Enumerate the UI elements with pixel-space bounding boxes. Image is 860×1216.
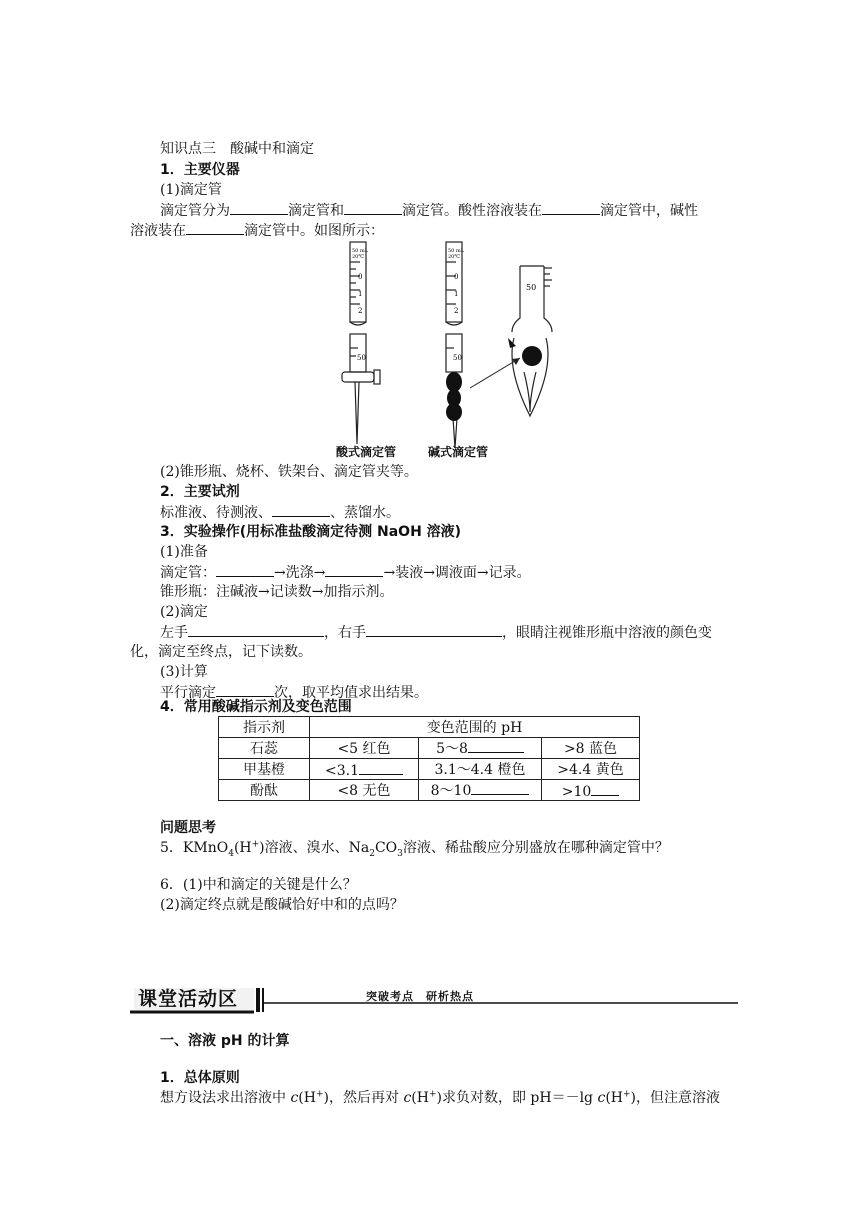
answer-blank[interactable] <box>186 220 244 235</box>
subsection-title: 问题思考 <box>160 820 216 836</box>
scale-label: 0 <box>358 273 363 281</box>
text-segment: 、蒸馏水。 <box>330 505 400 521</box>
subsection-title: 1．主要仪器 <box>160 162 240 178</box>
table-cell: <8 无色 <box>310 780 419 801</box>
italic-var: c <box>290 1090 299 1106</box>
text-segment: 滴定管中，碱性 <box>600 203 698 219</box>
table-row <box>219 759 640 780</box>
scale-label: 2 <box>358 307 363 315</box>
text-segment: (H <box>605 1090 623 1106</box>
scale-label: 50 <box>526 283 537 292</box>
figure-caption: 酸式滴定管 <box>336 445 397 459</box>
text-segment: →装液→调液面→记录。 <box>383 565 531 581</box>
answer-blank[interactable] <box>230 200 288 215</box>
section-heading: 一、溶液 pH 的计算 <box>160 1033 290 1049</box>
table-header: 变色范围的 pH <box>310 717 640 738</box>
text-line <box>160 562 531 583</box>
cell-text: >10 <box>561 783 592 800</box>
question-line: (2)滴定终点就是酸碱恰好中和的点吗？ <box>160 897 404 913</box>
text-segment: (H <box>411 1090 429 1106</box>
answer-blank[interactable] <box>542 200 600 215</box>
superscript: + <box>315 1089 324 1100</box>
table-cell: 酚酞 <box>219 780 310 801</box>
superscript: + <box>251 839 260 850</box>
table-header-row <box>219 717 640 738</box>
table-cell: 3.1～4.4 橙色 <box>419 759 542 780</box>
answer-blank[interactable] <box>366 622 502 637</box>
cell-text: 8～10 <box>430 783 472 799</box>
subscript: 3 <box>397 848 403 859</box>
text-line <box>160 200 698 221</box>
cell-text: 5～8 <box>436 741 468 757</box>
text-segment: 5．KMnO <box>160 840 229 856</box>
text-segment: 想方设法求出溶液中 <box>160 1090 291 1106</box>
scale-label: 50 mL <box>448 248 465 254</box>
table-row <box>219 738 640 759</box>
answer-blank[interactable] <box>216 562 274 577</box>
answer-blank[interactable] <box>216 682 274 697</box>
text-segment: →洗涤→ <box>274 565 326 581</box>
text-segment: )，然后再对 <box>323 1090 404 1106</box>
indicator-table <box>218 716 640 801</box>
table-cell <box>419 738 542 759</box>
scale-label: 2 <box>454 307 459 315</box>
glass-bead <box>522 346 542 366</box>
text-segment: )溶液、溴水、Na <box>259 840 370 856</box>
subsection-title: 2．主要试剂 <box>160 484 240 500</box>
scale-label: 0 <box>454 273 459 281</box>
scale-label: 20℃ <box>448 254 460 260</box>
subsection-label: (3)计算 <box>160 664 208 680</box>
subsection-label: (1)准备 <box>160 544 208 560</box>
text-segment: 溶液装在 <box>130 223 186 239</box>
text-segment: ，眼睛注视锥形瓶中溶液的颜色变 <box>502 625 712 641</box>
subscript: 2 <box>369 848 375 859</box>
subsection-title: 3．实验操作(用标准盐酸滴定待测 NaOH 溶液) <box>160 524 462 540</box>
table-header: 指示剂 <box>219 717 310 738</box>
scale-label: 50 mL <box>352 248 369 254</box>
table-row <box>219 780 640 801</box>
superscript: + <box>623 1089 631 1100</box>
answer-blank[interactable] <box>359 760 403 775</box>
text-segment: 滴定管。酸性溶液装在 <box>402 203 542 219</box>
answer-blank[interactable] <box>468 738 524 753</box>
table-cell: >4.4 黄色 <box>542 759 640 780</box>
answer-blank[interactable] <box>344 200 402 215</box>
scale-label: 20℃ <box>352 254 364 260</box>
table-cell: <5 红色 <box>310 738 419 759</box>
text-line <box>160 1088 720 1108</box>
text-segment: 滴定管和 <box>288 203 344 219</box>
banner-subtitle: 突破考点 研析热点 <box>366 990 474 1003</box>
text-segment: 滴定管中。如图所示： <box>244 223 384 239</box>
text-line: 锥形瓶：注碱液→记读数→加指示剂。 <box>160 584 394 600</box>
superscript: + <box>428 1089 437 1100</box>
text-segment: 标准液、待测液、 <box>160 505 272 521</box>
text-segment: (H <box>298 1090 316 1106</box>
burette-figure <box>330 238 590 462</box>
table-cell: >8 蓝色 <box>542 738 640 759</box>
table-cell <box>419 780 542 801</box>
italic-var: c <box>597 1090 606 1106</box>
figure-caption: 碱式滴定管 <box>428 445 489 459</box>
answer-blank[interactable] <box>591 781 619 796</box>
section-banner <box>130 986 738 1014</box>
text-segment: 溶液、稀盐酸应分别盛放在哪种滴定管中？ <box>402 840 669 856</box>
text-segment: 平行滴定 <box>160 685 216 701</box>
subsection-label: (2)滴定 <box>160 604 208 620</box>
table-cell <box>542 780 640 801</box>
scale-label: 50 <box>453 354 462 362</box>
answer-blank[interactable] <box>188 622 324 637</box>
answer-blank[interactable] <box>325 562 383 577</box>
text-segment: )求负对数，即 pH＝－lg <box>436 1090 598 1106</box>
text-line: 化，滴定至终点，记下读数。 <box>130 644 312 660</box>
subscript: 4 <box>228 848 234 859</box>
text-segment: 滴定管分为 <box>160 203 230 219</box>
text-segment: ，右手 <box>324 625 366 641</box>
cell-text: <3.1 <box>325 762 359 779</box>
rubber-tube <box>446 372 462 421</box>
text-line: (2)锥形瓶、烧杯、铁架台、滴定管夹等。 <box>160 464 418 480</box>
scale-label: 1 <box>358 290 363 298</box>
scale-label: 50 <box>357 354 366 362</box>
answer-blank[interactable] <box>471 780 529 795</box>
text-line <box>160 502 400 523</box>
subsection-title: 1．总体原则 <box>160 1070 240 1086</box>
italic-var: c <box>403 1090 412 1106</box>
question-line <box>160 838 669 858</box>
question-line: 6．(1)中和滴定的关键是什么？ <box>160 877 357 893</box>
subsection-label: (1)滴定管 <box>160 182 222 198</box>
subsection-title: 4．常用酸碱指示剂及变色范围 <box>160 699 352 715</box>
text-segment: 次，取平均值求出结果。 <box>274 685 428 701</box>
banner-title: 课堂活动区 <box>138 988 239 1010</box>
table-cell: 石蕊 <box>219 738 310 759</box>
text-segment: (H <box>233 840 252 856</box>
text-segment: 左手 <box>160 625 188 641</box>
small-arrow <box>508 338 516 348</box>
table-cell: 甲基橙 <box>219 759 310 780</box>
section-heading: 知识点三 酸碱中和滴定 <box>160 141 314 157</box>
table-cell <box>310 759 419 780</box>
text-segment: )，但注意溶液 <box>630 1090 721 1106</box>
text-segment: 滴定管： <box>160 565 216 581</box>
scale-label: 1 <box>454 290 459 298</box>
answer-blank[interactable] <box>272 502 330 517</box>
text-line <box>160 622 712 643</box>
text-segment: CO <box>374 840 398 856</box>
